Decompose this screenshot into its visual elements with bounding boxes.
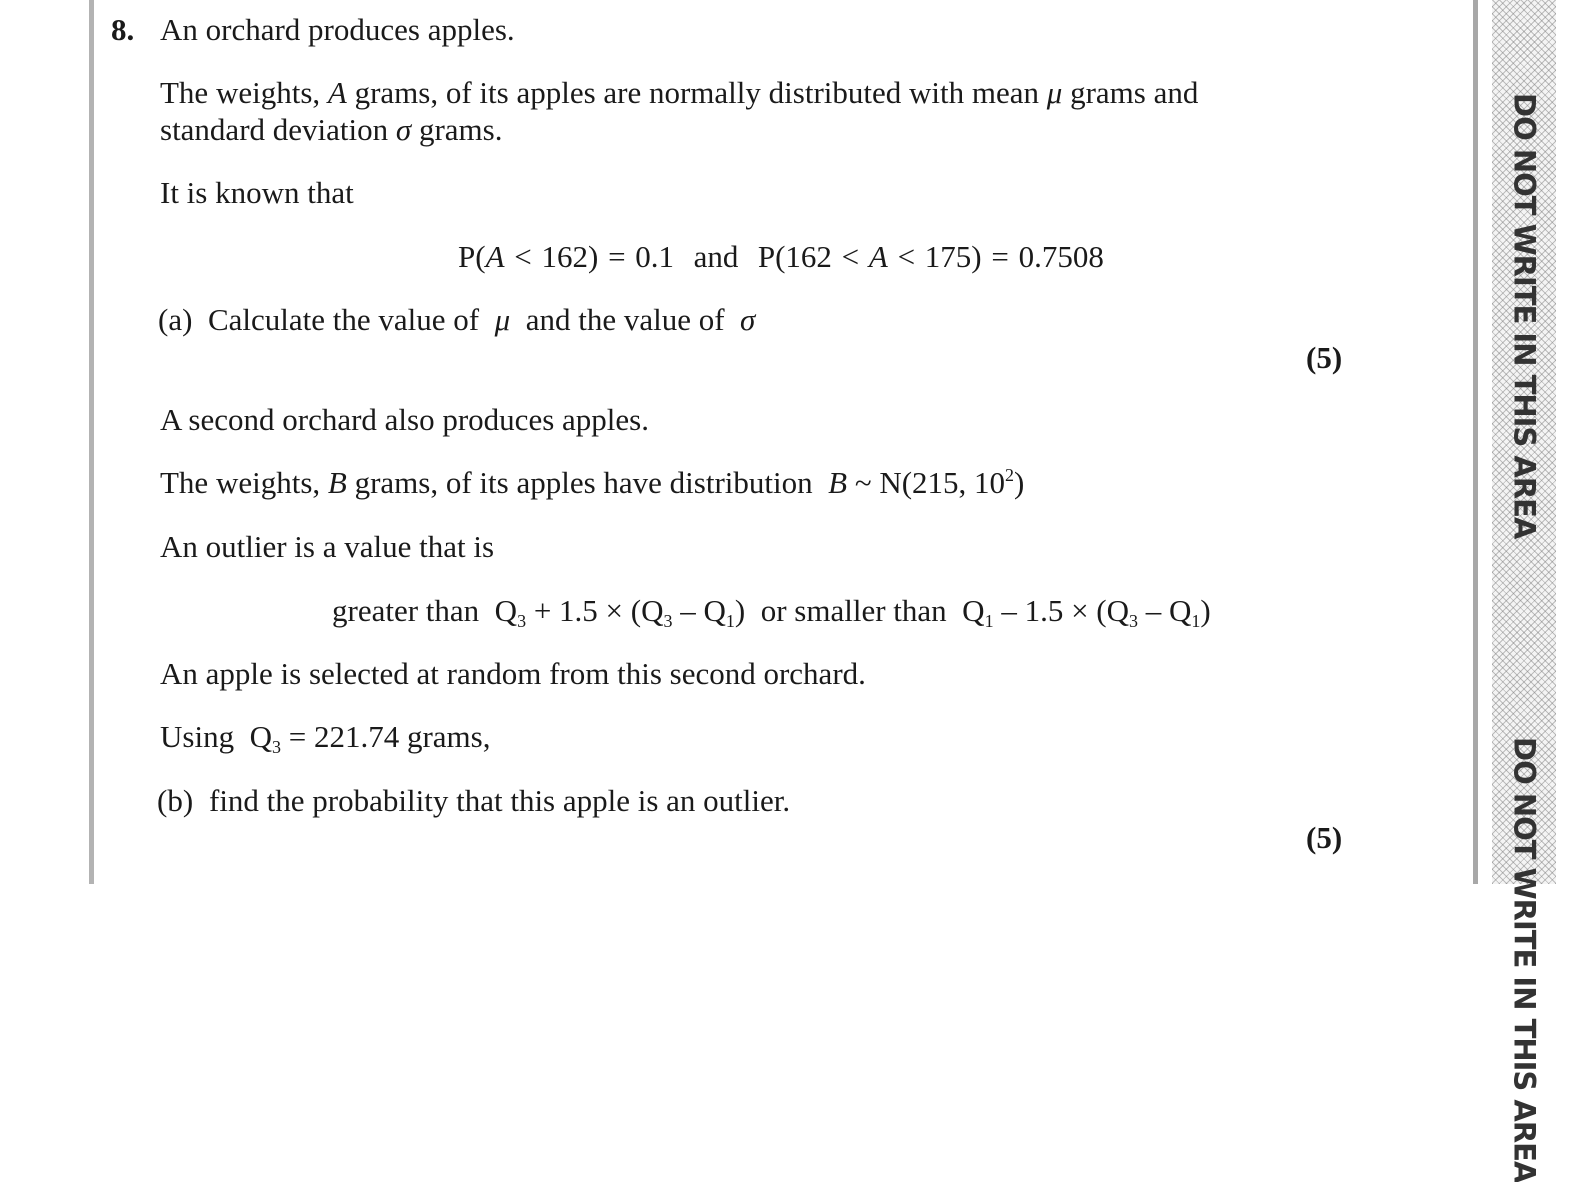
right-page-border [1473, 0, 1478, 884]
part-a-label: (a) [158, 302, 193, 337]
outlier-definition: An outlier is a value that is [160, 529, 495, 564]
weights-b-text: The weights, B grams, of its apples have distribution B ~ N(215, $10^2$) [160, 465, 1025, 500]
second-orchard-text: A second orchard also produces apples. [160, 402, 649, 437]
part-b-label: (b) [157, 783, 194, 818]
using-q3-text: Using $Q_3 = 221.74$ grams, [160, 719, 491, 757]
probability-statement: P(A < 162) = 0.1 and P(162 < A < 175) = 0.7508 [458, 239, 1104, 274]
margin-warning-text-cut: DO NOT WRITE IN THIS AREA [1507, 737, 1542, 1182]
left-page-border [89, 0, 94, 884]
part-a-text: Calculate the value of μ and the value of σ [208, 302, 756, 337]
weights-a-line-1: The weights, A grams, of its apples are normally distributed with mean μ grams and [160, 75, 1199, 110]
part-b-text: find the probability that this apple is an outlier. [209, 783, 791, 818]
weights-a-line-2: standard deviation σ grams. [160, 112, 503, 147]
question-intro: An orchard produces apples. [160, 12, 515, 47]
known-text: It is known that [160, 175, 354, 210]
part-a-marks: (5) [1306, 340, 1343, 375]
part-b-marks: (5) [1306, 820, 1343, 855]
outlier-formula: greater than $Q_3 + 1.5 \times (Q_3 - Q_1)$ or smaller than $Q_1 - 1.5 \times (Q_3 - Q_1)$ [332, 593, 1211, 631]
question-number: 8. [111, 12, 135, 47]
margin-warning-text: DO NOT WRITE IN THIS AREA [1507, 93, 1542, 539]
selected-text: An apple is selected at random from this second orchard. [160, 656, 866, 691]
